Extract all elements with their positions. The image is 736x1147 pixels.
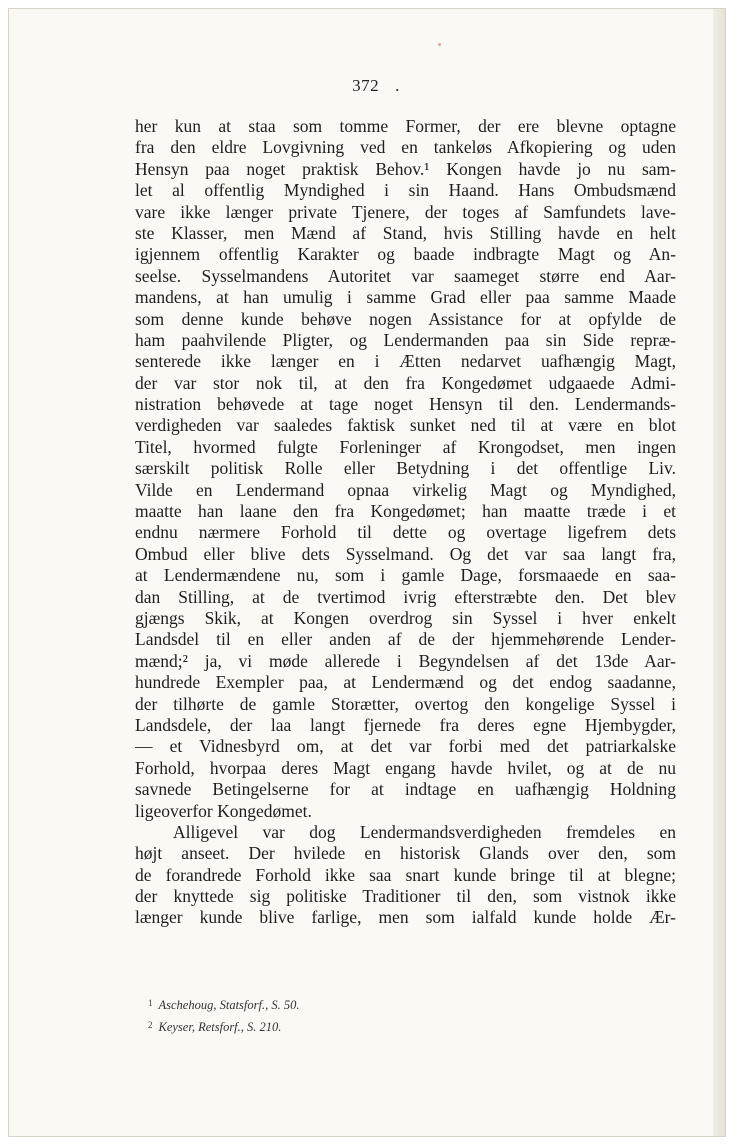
text-line: der tilhørte de gamle Storætter, overtog den kongelige Syssel i <box>135 693 676 714</box>
footnotes <box>148 993 299 1037</box>
paper-speck <box>438 43 441 46</box>
text-line: fra den eldre Lovgivning ved en tankeløs Afkopiering og uden <box>135 137 676 158</box>
text-line: verdigheden var saaledes faktisk sunket ned til at være en blot <box>135 415 676 436</box>
footnote-1 <box>148 993 299 1015</box>
footnote-2 <box>148 1015 299 1037</box>
text-line: særskilt politisk Rolle eller Betydning i det offentlige Liv. <box>135 458 676 479</box>
page-edge-shadow <box>713 9 725 1136</box>
text-line: senterede ikke længer en i Ætten nedarvet uafhængig Magt, <box>135 351 676 372</box>
text-line: hundrede Exempler paa, at Lendermænd og det endog saadanne, <box>135 672 676 693</box>
footnote-mark: 2 <box>148 1020 153 1030</box>
footnote-text: Keyser, Retsforf., S. 210. <box>158 1020 282 1034</box>
page-header <box>0 76 736 96</box>
text-line: ham paahvilende Pligter, og Lendermanden paa sin Side repræ- <box>135 329 676 350</box>
text-line: mænd;² ja, vi møde allerede i Begyndelsen af det 13de Aar- <box>135 650 676 671</box>
text-line: Hensyn paa noget praktisk Behov.¹ Kongen havde jo nu sam- <box>135 158 676 179</box>
header-mark: . <box>395 76 400 95</box>
footnote-mark: 1 <box>148 998 153 1008</box>
text-line: seelse. Sysselmandens Autoritet var saameget større end Aar- <box>135 265 676 286</box>
text-line: savnede Betingelserne for at indtage en uafhængig Holdning <box>135 779 676 800</box>
text-line: at Lendermændene nu, som i gamle Dage, forsmaaede en saa- <box>135 565 676 586</box>
footnote-text: Aschehoug, Statsforf., S. 50. <box>158 998 300 1012</box>
paragraph-start-line: Alligevel var dog Lendermandsverdigheden fremdeles en <box>173 821 676 842</box>
text-line: der var stor nok til, at den fra Kongedømet udgaaede Admi- <box>135 372 676 393</box>
text-line: — et Vidnesbyrd om, at det var forbi med det patriarkalske <box>135 736 676 757</box>
text-line: endnu nærmere Forhold til dette og overtage ligefrem dets <box>135 522 676 543</box>
text-line: Titel, hvormed fulgte Forleninger af Krongodset, men ingen <box>135 436 676 457</box>
text-line: Landsdele, der laa langt fjernede fra deres egne Hjembygder, <box>135 714 676 735</box>
text-line: der knyttede sig politiske Traditioner til den, som vistnok ikke <box>135 886 676 907</box>
text-line: maatte han laane den fra Kongedømet; han maatte træde i et <box>135 501 676 522</box>
text-line: igjennem offentlig Karakter og baade indbragte Magt og An- <box>135 244 676 265</box>
text-line: vare ikke længer private Tjenere, der toges af Samfundets lave- <box>135 201 676 222</box>
text-line: nistration behøvede at tage noget Hensyn til den. Lendermands- <box>135 394 676 415</box>
text-line: Ombud eller blive dets Sysselmand. Og det var saa langt fra, <box>135 543 676 564</box>
text-line: gjængs Skik, at Kongen overdrog sin Syssel i hver enkelt <box>135 607 676 628</box>
text-line: de forandrede Forhold ikke saa snart kunde bringe til at blegne; <box>135 864 676 885</box>
paragraph-end-line: ligeoverfor Kongedømet. <box>135 800 312 821</box>
text-line: længer kunde blive farlige, men som ialfald kunde holde Ær- <box>135 907 676 928</box>
text-line: let al offentlig Myndighed i sin Haand. Hans Ombudsmænd <box>135 180 676 201</box>
text-line: Landsdel til en eller anden af de der hjemmehørende Lender- <box>135 629 676 650</box>
text-line: som denne kunde behøve nogen Assistance for at opfylde de <box>135 308 676 329</box>
body-text <box>135 116 676 929</box>
text-line: Vilde en Lendermand opnaa virkelig Magt og Myndighed, <box>135 479 676 500</box>
text-line: mandens, at han umulig i samme Grad eller paa samme Maade <box>135 287 676 308</box>
text-line: her kun at staa som tomme Former, der ere blevne optagne <box>135 116 676 136</box>
text-line: højt anseet. Der hvilede en historisk Glands over den, som <box>135 843 676 864</box>
text-line: dan Stilling, at de tvertimod ivrig efterstræbte den. Det blev <box>135 586 676 607</box>
text-line: Forhold, hvorpaa deres Magt engang havde hvilet, og at de nu <box>135 757 676 778</box>
text-line: ste Klasser, men Mænd af Stand, hvis Stilling havde en helt <box>135 222 676 243</box>
page-number: 372 <box>352 76 380 95</box>
